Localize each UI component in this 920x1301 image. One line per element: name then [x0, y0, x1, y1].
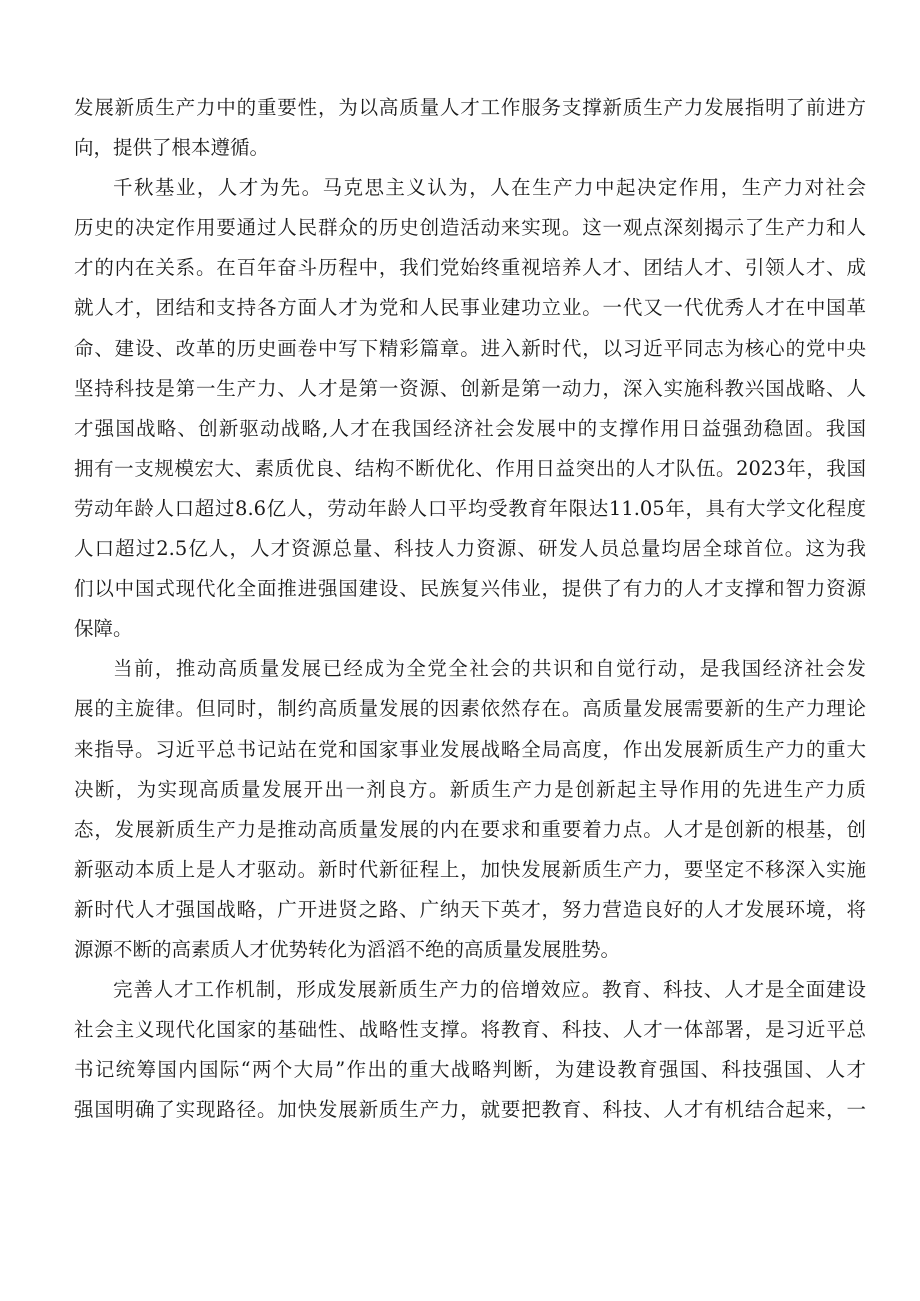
paragraph-4	[74, 970, 866, 1130]
text-line: 历史的决定作用要通过人民群众的历史创造活动来实现。这一观点深刻揭示了生产力和人	[74, 216, 866, 240]
text-line: 向，提供了根本遵循。	[74, 136, 270, 160]
text-line: 拥有一支规模宏大、素质优良、结构不断优化、作用日益突出的人才队伍。2023年，我国	[74, 456, 866, 480]
text-line: 坚持科技是第一生产力、人才是第一资源、创新是第一动力，深入实施科教兴国战略、人	[74, 376, 866, 400]
paragraph-3	[74, 649, 866, 970]
text-line: 新时代人才强国战略，广开进贤之路、广纳天下英才，努力营造良好的人才发展环境，将	[74, 897, 866, 921]
document-page	[74, 88, 866, 1130]
text-line: 当前，推动高质量发展已经成为全党全社会的共识和自觉行动，是我国经济社会发	[113, 657, 866, 681]
paragraph-1	[74, 88, 866, 168]
text-line: 完善人才工作机制，形成发展新质生产力的倍增效应。教育、科技、人才是全面建设	[113, 978, 866, 1002]
paragraph-2	[74, 168, 866, 649]
text-line: 社会主义现代化国家的基础性、战略性支撑。将教育、科技、人才一体部署，是习近平总	[74, 1018, 866, 1042]
text-line: 人口超过2.5亿人，人才资源总量、科技人力资源、研发人员总量均居全球首位。这为我	[74, 537, 866, 561]
text-line: 就人才，团结和支持各方面人才为党和人民事业建功立业。一代又一代优秀人才在中国革	[74, 296, 866, 320]
text-line: 态，发展新质生产力是推动高质量发展的内在要求和重要着力点。人才是创新的根基，创	[74, 817, 866, 841]
text-line: 保障。	[74, 617, 133, 641]
text-line: 劳动年龄人口超过8.6亿人，劳动年龄人口平均受教育年限达11.05年，具有大学文化程度	[74, 496, 866, 520]
text-line: 新驱动本质上是人才驱动。新时代新征程上，加快发展新质生产力，要坚定不移深入实施	[74, 857, 866, 881]
text-line: 千秋基业，人才为先。马克思主义认为，人在生产力中起决定作用，生产力对社会	[113, 176, 866, 200]
text-line: 展的主旋律。但同时，制约高质量发展的因素依然存在。高质量发展需要新的生产力理论	[74, 697, 866, 721]
text-line: 才强国战略、创新驱动战略,人才在我国经济社会发展中的支撑作用日益强劲稳固。我国	[74, 416, 866, 440]
text-line: 决断，为实现高质量发展开出一剂良方。新质生产力是创新起主导作用的先进生产力质	[74, 777, 866, 801]
text-line: 强国明确了实现路径。加快发展新质生产力，就要把教育、科技、人才有机结合起来，一	[74, 1098, 866, 1122]
text-line: 来指导。习近平总书记站在党和国家事业发展战略全局高度，作出发展新质生产力的重大	[74, 737, 866, 761]
text-line: 命、建设、改革的历史画卷中写下精彩篇章。进入新时代，以习近平同志为核心的党中央	[74, 336, 866, 360]
text-line: 才的内在关系。在百年奋斗历程中，我们党始终重视培养人才、团结人才、引领人才、成	[74, 256, 866, 280]
text-line: 源源不断的高素质人才优势转化为滔滔不绝的高质量发展胜势。	[74, 937, 621, 961]
text-line: 们以中国式现代化全面推进强国建设、民族复兴伟业，提供了有力的人才支撑和智力资源	[74, 577, 866, 601]
text-line: 发展新质生产力中的重要性，为以高质量人才工作服务支撑新质生产力发展指明了前进方	[74, 96, 866, 119]
text-line: 书记统筹国内国际“两个大局”作出的重大战略判断，为建设教育强国、科技强国、人才	[74, 1058, 866, 1082]
